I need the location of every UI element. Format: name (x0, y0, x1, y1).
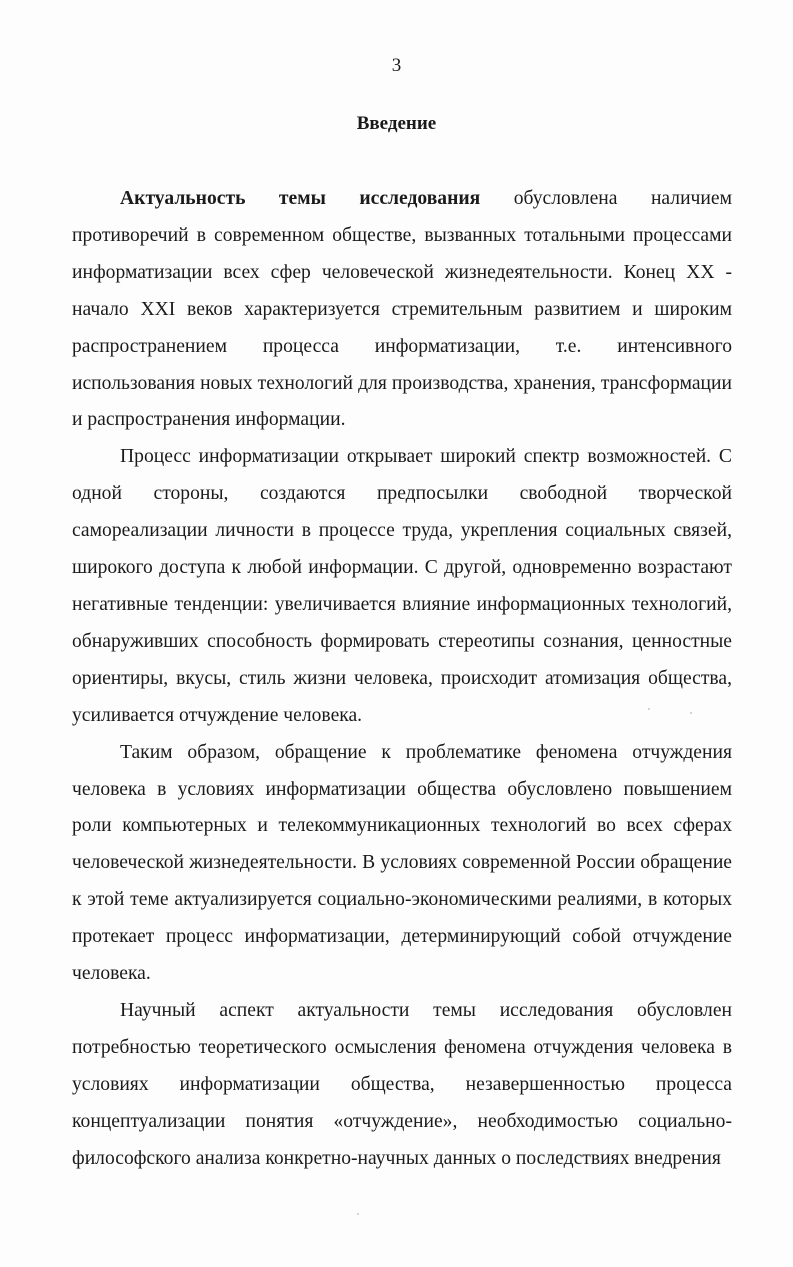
section-heading: Введение (356, 113, 437, 134)
scan-speck (357, 1213, 359, 1215)
paragraph-lead-bold: Актуальность темы исследования (120, 188, 481, 209)
scan-speck (648, 708, 650, 710)
page-number: 3 (391, 55, 402, 76)
body-text (72, 181, 732, 1177)
paragraph-text: Научный аспект актуальности темы исследования обусловлен потребностью теоретического осмысления феномена отчуждения человека в условиях информатизации общества, незавершенностью процесса концептуализации понятия «отчуждение», необходимостью социально-философского анализа конкретно-научных данных о последствиях внедрения (72, 999, 732, 1169)
paragraph-text: Процесс информатизации открывает широкий спектр возможностей. С одной стороны, создаются предпосылки свободной творческой самореализации личности в процессе труда, укрепления социальных связей, широкого доступа к любой информации. С другой, одновременно возрастают негативные тенденции: увеличивается влияние информационных технологий, обнаруживших способность формировать стереотипы сознания, ценностные ориентиры, вкусы, стиль жизни человека, происходит атомизация общества, усиливается отчуждение человека. (72, 446, 732, 726)
paragraph-relevance (72, 181, 732, 439)
paragraph-text: Таким образом, обращение к проблематике феномена отчуждения человека в условиях информатизации общества обусловлено повышением роли компьютерных и телекоммуникационных технологий во всех сферах человеческой жизнедеятельности. В условиях современной России обращение к этой теме актуализируется социально-экономическими реалиями, в которых протекает процесс информатизации, детерминирующий собой отчуждение человека. (72, 741, 732, 985)
paragraph-text: обусловлена наличием противоречий в современном обществе, вызванных тотальными процессами информатизации всех сфер человеческой жизнедеятельности. Конец XX - начало XXI веков характеризуется стремительным развитием и широким распространением процесса информатизации, т.е. интенсивного использования новых технологий для производства, хранения, трансформации и распространения информации. (72, 188, 732, 431)
scan-speck (690, 712, 692, 714)
paragraph-scientific-aspect (72, 993, 732, 1178)
paragraph-informatization-process (72, 439, 732, 734)
paragraph-alienation-problem (72, 735, 732, 993)
